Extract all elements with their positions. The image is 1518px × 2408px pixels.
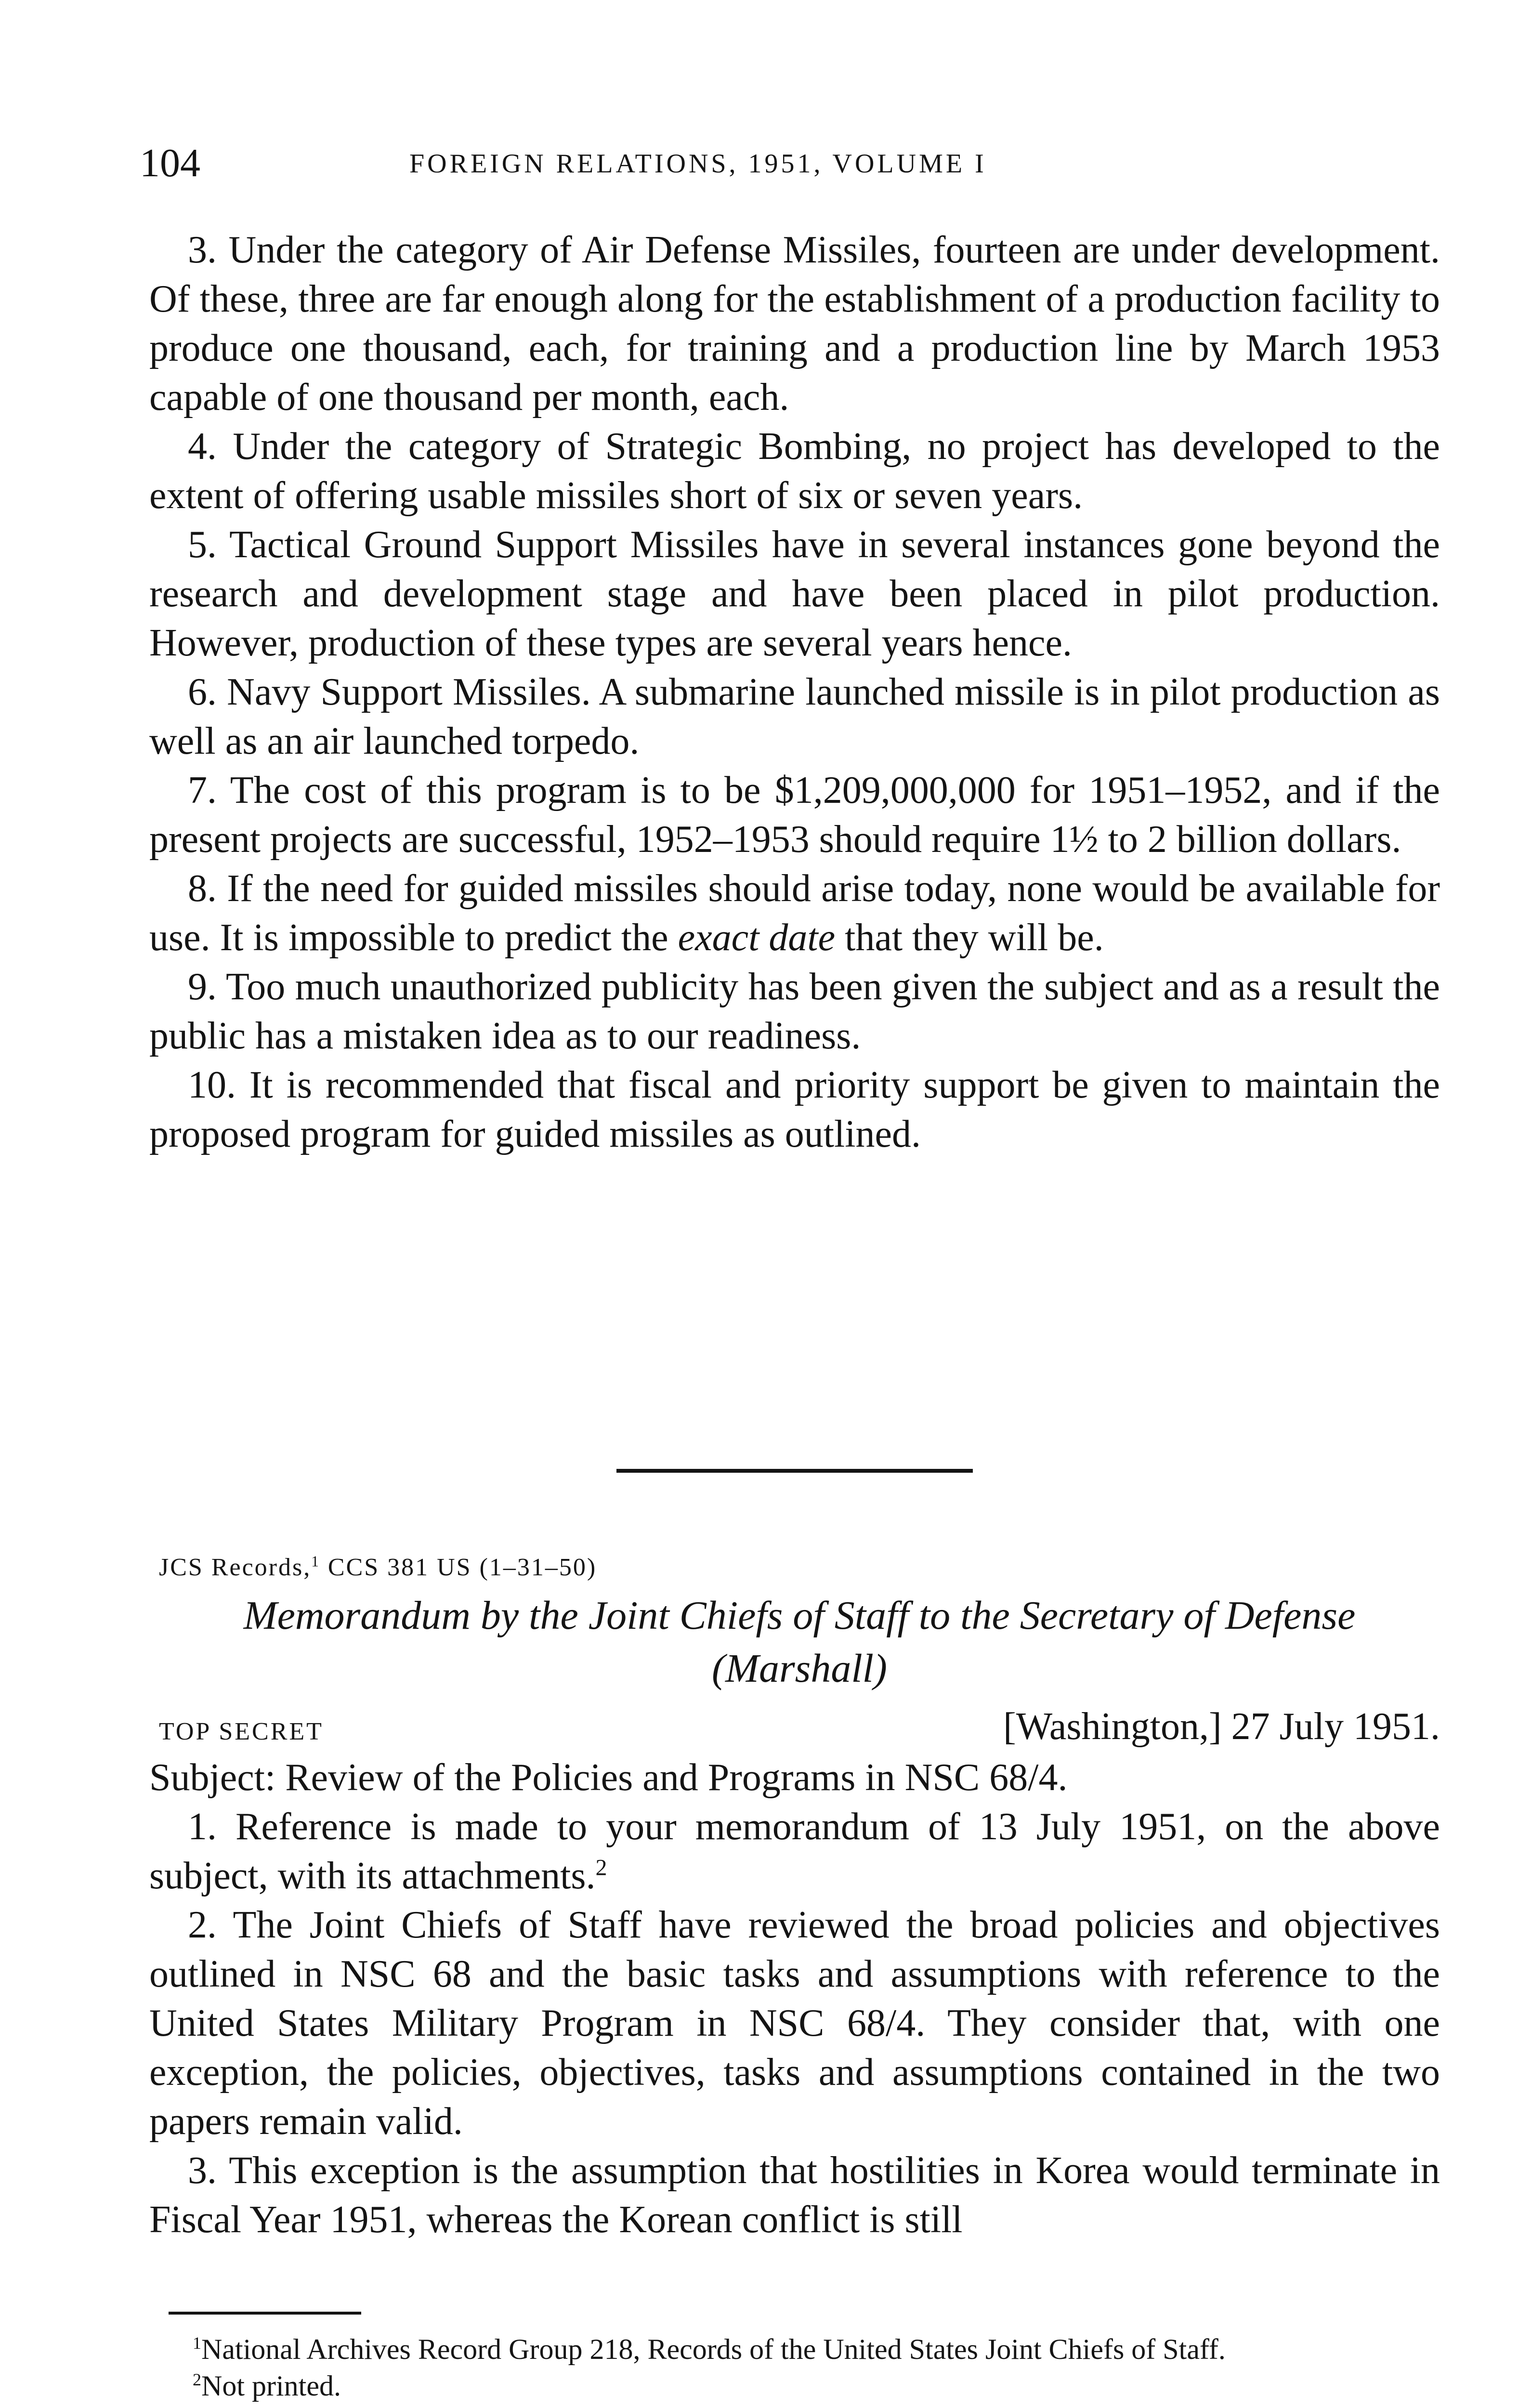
- section-divider: [616, 1469, 973, 1473]
- source-suffix: CCS 381 US (1–31–50): [320, 1554, 597, 1581]
- memo-paragraph-2: 2. The Joint Chiefs of Staff have reviewed the broad policies and objectives outlined in NSC 68 and the basic tasks and assumptions with reference to the United States Military Program in NSC 68/4. They consider that, with one exception, the policies, objectives, tasks and assumptions contained in the two papers remain valid.: [149, 1904, 1440, 2143]
- footnote-divider: [169, 2312, 361, 2315]
- paragraph-8-before: 8. If the need for guided missiles should arise today, none would be available for use. It is impossible to predict the: [149, 867, 1440, 959]
- paragraph-6: 6. Navy Support Missiles. A submarine launched missile is in pilot production as well as an air launched torpedo.: [149, 671, 1440, 762]
- paragraph-9: 9. Too much unauthorized publicity has been given the subject and as a result the public has a mistaken idea as to our readiness.: [149, 966, 1440, 1057]
- subject-label: Subject:: [149, 1756, 276, 1799]
- paragraph-10: 10. It is recommended that fiscal and priority support be given to maintain the proposed program for guided missiles as outlined.: [149, 1064, 1440, 1155]
- memorandum-body: [149, 1753, 1440, 2244]
- memo-paragraph-3: 3. This exception is the assumption that hostilities in Korea would terminate in Fiscal Year 1951, whereas the Korean conflict is still: [149, 2149, 1440, 2241]
- page-header: [140, 140, 1440, 193]
- footnote-1-text: National Archives Record Group 218, Records of the United States Joint Chiefs of Staff.: [201, 2333, 1226, 2365]
- source-citation: [159, 1553, 597, 1582]
- paragraph-4: 4. Under the category of Strategic Bombing, no project has developed to the extent of offering usable missiles short of six or seven years.: [149, 425, 1440, 517]
- classification-label: TOP SECRET: [159, 1718, 324, 1745]
- subject-line: [149, 1753, 1440, 1802]
- dateline: [Washington,] 27 July 1951.: [1003, 1705, 1440, 1748]
- paragraph-5: 5. Tactical Ground Support Missiles have in several instances gone beyond the research and development stage and have been placed in pilot production. However, production of these types are several years hence.: [149, 523, 1440, 664]
- footnote-ref-2: 2: [595, 1855, 607, 1881]
- paragraph-3: 3. Under the category of Air Defense Missiles, fourteen are under development. Of these, three are far enough along for the establishment of a production facility to produce one thousand, each, for training and a production line by March 1953 capable of one thousand per month, each.: [149, 229, 1440, 419]
- footnote-2: [164, 2368, 1445, 2404]
- footnote-1-mark: 1: [193, 2333, 201, 2353]
- footnote-2-text: Not printed.: [201, 2370, 341, 2402]
- guided-missiles-section: [149, 225, 1440, 1159]
- footnotes: [164, 2331, 1445, 2404]
- memo-paragraph-1-text: 1. Reference is made to your memorandum of 13 July 1951, on the above subject, with its attachments.: [149, 1806, 1440, 1897]
- paragraph-8: [149, 864, 1440, 962]
- paragraph-7: 7. The cost of this program is to be $1,209,000,000 for 1951–1952, and if the present projects are successful, 1952–1953 should require 1½ to 2 billion dollars.: [149, 769, 1440, 861]
- source-prefix: JCS Records,: [159, 1554, 312, 1581]
- footnote-1: [164, 2331, 1445, 2368]
- memo-paragraph-1: [149, 1802, 1440, 1900]
- footnote-ref-1: 1: [311, 1553, 320, 1570]
- running-head: FOREIGN RELATIONS, 1951, VOLUME I: [409, 149, 987, 179]
- page-number: 104: [140, 141, 200, 185]
- document-title: Memorandum by the Joint Chiefs of Staff to the Secretary of Defense (Marshall): [243, 1593, 1356, 1691]
- subject-text: Review of the Policies and Programs in NSC 68/4.: [275, 1756, 1068, 1799]
- dateline-row: [159, 1705, 1440, 1753]
- paragraph-8-after: that they will be.: [835, 916, 1104, 959]
- paragraph-8-emphasis: exact date: [678, 916, 836, 959]
- footnote-2-mark: 2: [193, 2370, 201, 2389]
